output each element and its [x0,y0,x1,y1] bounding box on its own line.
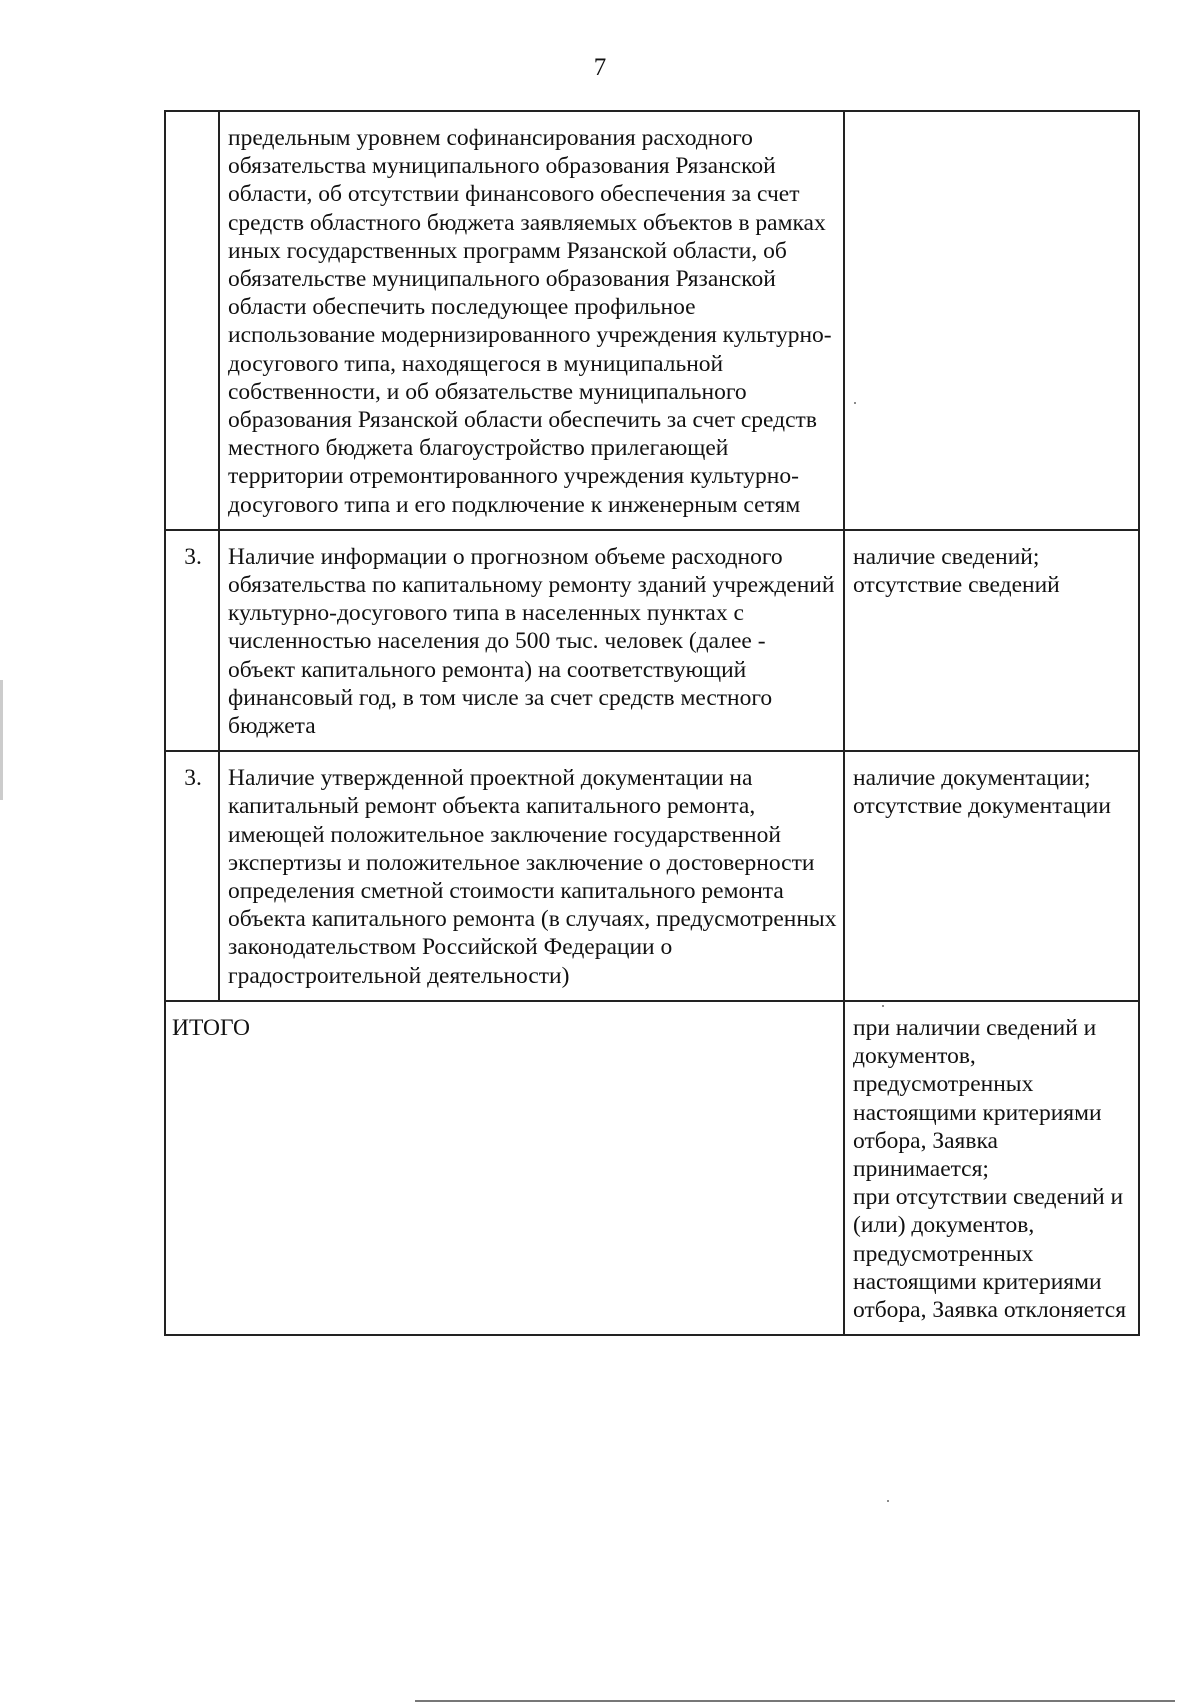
row-number [165,111,219,530]
criterion-text [219,530,844,751]
criterion-value [844,530,1139,751]
page-number: 7 [593,54,607,81]
scan-speck [854,402,856,404]
criterion-text-content: Наличие утвержденной проектной документации на капитальный ремонт объекта капитального ремонта, имеющей положительное заключение государственной экспертизы и положительное заключение о достоверности определения сметной стоимости капитального ремонта объекта капитального ремонта (в случаях, предусмотренных законодательством Российской Федерации о градостроительной деятельности) [228,765,837,989]
criterion-text-content: предельным уровнем софинансирования расходного обязательства муниципального образования Рязанской области, об отсутствии финансового обеспечения за счет средств областного бюджета заявляемых объектов в рамках иных государственных программ Рязанской области, об обязательстве муниципального образования Рязанской области обеспечить последующее профильное использование модернизированного учреждения культурно-досугового типа, находящегося в муниципальной собственности, и об обязательстве муниципального образования Рязанской области обеспечить за счет средств местного бюджета благоустройство прилегающей территории отремонтированного учреждения культурно-досугового типа и его подключение к инженерным сетям [228,125,832,518]
total-row [165,1001,1139,1335]
criterion-text [219,751,844,1001]
scan-speck [882,1005,884,1007]
criterion-value-content: наличие сведений; отсутствие сведений [853,543,1060,599]
scan-edge-mark [0,680,3,800]
total-label [165,1001,844,1335]
criterion-text-content: Наличие информации о прогнозном объеме расходного обязательства по капитальному ремонту зданий учреждений культурно-досугового типа в населенных пунктах с численностью населения до 500 тыс. человек (далее - объект капитального ремонта) на соответствующий финансовый год, в том числе за счет средств местного бюджета [228,543,835,740]
bottom-rule [415,1700,1175,1702]
criterion-value-content: наличие документации; отсутствие документации [853,765,1111,820]
criterion-text [219,111,844,530]
total-value [844,1001,1139,1335]
total-label-text: ИТОГО [172,1014,250,1041]
row-number: 3. [165,530,219,751]
criterion-value [844,111,1139,530]
table-row [165,530,1139,751]
table-row [165,111,1139,530]
table-row [165,751,1139,1001]
row-number: 3. [165,751,219,1001]
scan-speck [887,1500,889,1502]
total-value-text: при наличии сведений и документов, предусмотренных настоящими критериями отбора, Заявка принимается; при отсутствии сведений и (или) документов, предусмотренных настоящими критериями отбора, Заявка отклоняется [853,1014,1127,1323]
criterion-value [844,751,1139,1001]
criteria-table [164,110,1140,1336]
